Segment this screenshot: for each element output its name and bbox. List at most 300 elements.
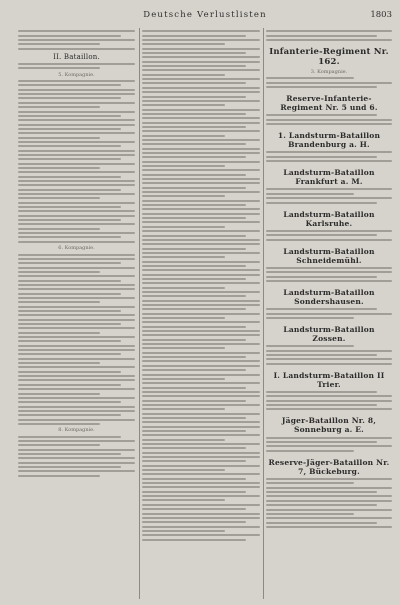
text-block <box>266 30 392 41</box>
text-line <box>142 382 260 384</box>
text-line <box>18 106 100 108</box>
text-line <box>142 130 260 132</box>
text-line <box>18 215 135 217</box>
text-block <box>18 30 135 49</box>
text-line <box>142 221 260 223</box>
text-line <box>18 444 100 446</box>
text-block <box>18 436 135 477</box>
text-line <box>142 204 246 206</box>
text-line <box>266 363 392 365</box>
text-line <box>18 63 135 65</box>
text-line <box>142 317 225 319</box>
text-line <box>266 445 392 447</box>
text-line <box>18 340 121 342</box>
text-line <box>266 280 392 282</box>
text-line <box>18 301 100 303</box>
text-line <box>266 509 392 511</box>
text-line <box>18 297 135 299</box>
text-block <box>18 254 135 425</box>
text-line <box>18 254 135 256</box>
text-line <box>18 89 135 91</box>
text-line <box>142 356 246 358</box>
subsection-heading: 6. Kompagnie. <box>58 245 95 252</box>
text-line <box>18 158 121 160</box>
text-line <box>18 280 121 282</box>
text-line <box>18 102 135 104</box>
text-line <box>18 314 135 316</box>
text-block <box>266 308 392 319</box>
text-line <box>142 165 225 167</box>
text-line <box>142 39 260 41</box>
text-line <box>266 354 377 356</box>
text-line <box>18 336 135 338</box>
text-line <box>142 504 260 506</box>
text-line <box>142 539 246 541</box>
text-line <box>18 388 135 390</box>
text-line <box>142 48 260 50</box>
text-line <box>142 417 246 419</box>
text-block <box>18 80 135 243</box>
text-block <box>266 478 392 528</box>
text-line <box>142 82 246 84</box>
text-line <box>18 384 121 386</box>
text-line <box>142 217 246 219</box>
text-line <box>142 495 260 497</box>
text-line <box>142 213 260 215</box>
text-line <box>142 430 246 432</box>
text-line <box>142 439 225 441</box>
text-line <box>142 482 260 484</box>
text-line <box>142 421 260 423</box>
text-line <box>266 478 392 480</box>
text-line <box>18 358 135 360</box>
section-heading: Reserve-Jäger-Bataillon Nr. 7, Bückeburg. <box>268 457 390 476</box>
text-line <box>142 447 246 449</box>
text-line <box>18 353 121 355</box>
text-line <box>142 143 246 145</box>
text-line <box>266 202 377 204</box>
text-line <box>18 419 135 421</box>
text-line <box>266 151 392 153</box>
text-line <box>142 513 260 515</box>
text-line <box>266 404 377 406</box>
text-line <box>18 410 135 412</box>
text-line <box>142 486 260 488</box>
text-line <box>142 96 246 98</box>
section-heading: II. Bataillon. <box>53 52 100 61</box>
text-line <box>18 271 100 273</box>
text-line <box>142 265 246 267</box>
text-line <box>142 413 260 415</box>
subsection-heading: 3. Kompagnie. <box>310 69 348 76</box>
text-line <box>142 100 260 102</box>
column-divider <box>263 28 264 599</box>
text-line <box>142 308 246 310</box>
text-line <box>18 163 135 165</box>
text-line <box>18 84 121 86</box>
text-line <box>142 321 260 323</box>
section-heading: Infanterie-Regiment Nr. 162. <box>269 47 389 68</box>
text-line <box>142 295 246 297</box>
text-line <box>142 521 246 523</box>
text-line <box>18 228 100 230</box>
text-line <box>18 184 135 186</box>
text-line <box>142 452 260 454</box>
text-line <box>18 128 121 130</box>
text-block <box>266 437 392 452</box>
text-line <box>18 241 135 243</box>
text-line <box>18 137 100 139</box>
text-line <box>18 93 135 95</box>
text-block <box>266 391 392 410</box>
text-line <box>266 504 377 506</box>
text-line <box>142 226 225 228</box>
text-line <box>18 323 121 325</box>
text-line <box>142 126 246 128</box>
text-line <box>18 349 135 351</box>
text-line <box>142 282 260 284</box>
text-line <box>142 300 260 302</box>
text-line <box>18 210 135 212</box>
text-line <box>142 304 260 306</box>
text-line <box>266 308 377 310</box>
text-line <box>18 414 121 416</box>
text-line <box>18 267 135 269</box>
text-line <box>142 252 260 254</box>
text-line <box>18 362 100 364</box>
text-line <box>142 182 260 184</box>
text-line <box>266 358 392 360</box>
section-heading: Landsturm-Bataillon Frankfurt a. M. <box>283 168 375 187</box>
text-line <box>142 387 246 389</box>
text-line <box>142 491 246 493</box>
text-line <box>18 466 121 468</box>
column-1 <box>18 28 135 599</box>
subsection-heading: 5. Kompagnie. <box>58 71 95 78</box>
text-line <box>266 395 392 397</box>
text-line <box>18 97 121 99</box>
text-line <box>142 291 260 293</box>
text-line <box>142 343 260 345</box>
text-line <box>266 522 377 524</box>
text-line <box>266 437 392 439</box>
text-line <box>18 132 135 134</box>
text-line <box>142 139 260 141</box>
text-line <box>142 508 246 510</box>
text-line <box>142 426 260 428</box>
text-line <box>266 193 354 195</box>
text-line <box>142 391 260 393</box>
text-line <box>18 48 135 50</box>
text-line <box>266 86 377 88</box>
text-line <box>266 345 354 347</box>
text-line <box>142 526 260 528</box>
text-line <box>142 408 225 410</box>
text-line <box>18 327 135 329</box>
text-line <box>142 61 260 63</box>
text-line <box>266 39 392 41</box>
text-line <box>18 310 121 312</box>
text-block <box>266 114 392 125</box>
text-line <box>142 517 260 519</box>
text-line <box>266 487 392 489</box>
text-block <box>266 230 392 241</box>
text-block <box>266 345 392 364</box>
text-line <box>266 313 392 315</box>
text-line <box>18 39 135 41</box>
text-line <box>142 313 260 315</box>
text-line <box>142 434 260 436</box>
text-line <box>18 67 100 69</box>
text-line <box>142 187 246 189</box>
text-line <box>142 378 225 380</box>
text-line <box>18 375 135 377</box>
text-line <box>18 406 135 408</box>
text-line <box>266 400 392 402</box>
text-line <box>142 347 225 349</box>
text-line <box>266 450 354 452</box>
text-line <box>18 423 100 425</box>
text-line <box>18 332 100 334</box>
text-line <box>142 360 260 362</box>
text-line <box>18 393 100 395</box>
section-heading: Reserve-Infanterie-Regiment Nr. 5 und 6. <box>280 94 378 113</box>
text-line <box>142 56 260 58</box>
text-line <box>18 80 135 82</box>
text-block <box>142 30 260 540</box>
text-line <box>142 287 225 289</box>
text-line <box>142 278 246 280</box>
text-block <box>18 63 135 69</box>
text-line <box>266 234 377 236</box>
text-line <box>142 35 246 37</box>
text-line <box>266 350 392 352</box>
text-line <box>142 104 225 106</box>
text-line <box>266 500 392 502</box>
text-line <box>266 271 392 273</box>
text-line <box>142 248 246 250</box>
text-line <box>142 404 260 406</box>
text-line <box>142 52 246 54</box>
text-line <box>18 141 135 143</box>
text-line <box>142 269 260 271</box>
section-heading: Jäger-Bataillon Nr. 8, Sonneburg a. E. <box>281 416 377 435</box>
text-line <box>18 275 135 277</box>
text-line <box>142 469 225 471</box>
text-line <box>18 223 135 225</box>
text-line <box>266 123 392 125</box>
section-heading: Landsturm-Bataillon Karlsruhe. <box>283 209 375 228</box>
text-line <box>142 230 260 232</box>
section-heading: I. Landsturm-Bataillon II Trier. <box>273 370 385 389</box>
text-line <box>142 156 246 158</box>
page-header <box>18 10 392 24</box>
text-line <box>142 274 260 276</box>
text-line <box>266 513 354 515</box>
text-line <box>142 69 260 71</box>
text-line <box>18 258 135 260</box>
text-line <box>18 154 135 156</box>
text-line <box>18 397 135 399</box>
text-line <box>142 534 260 536</box>
text-line <box>266 391 377 393</box>
text-line <box>266 197 392 199</box>
column-2 <box>142 28 260 599</box>
text-line <box>18 284 135 286</box>
text-line <box>142 460 246 462</box>
text-line <box>142 456 260 458</box>
text-line <box>142 400 246 402</box>
text-line <box>266 82 392 84</box>
text-line <box>142 200 260 202</box>
text-line <box>18 171 135 173</box>
page-title: Deutsche Verlustlisten <box>143 10 267 20</box>
text-line <box>142 395 260 397</box>
text-line <box>18 236 121 238</box>
text-line <box>142 43 225 45</box>
text-line <box>18 111 135 113</box>
text-line <box>266 491 377 493</box>
text-line <box>142 465 260 467</box>
text-line <box>142 473 260 475</box>
text-line <box>142 122 260 124</box>
text-block <box>266 151 392 162</box>
text-line <box>266 239 392 241</box>
text-line <box>142 208 260 210</box>
text-line <box>18 119 135 121</box>
text-line <box>18 345 135 347</box>
text-line <box>142 330 260 332</box>
text-line <box>18 232 135 234</box>
text-line <box>142 235 246 237</box>
column-3 <box>266 28 392 599</box>
text-line <box>266 30 392 32</box>
text-line <box>266 156 377 158</box>
text-line <box>266 267 392 269</box>
text-line <box>18 319 135 321</box>
text-block <box>266 188 392 203</box>
text-line <box>142 334 260 336</box>
text-line <box>266 77 354 79</box>
text-block <box>266 77 392 88</box>
text-line <box>18 124 135 126</box>
text-line <box>142 374 260 376</box>
text-line <box>18 115 121 117</box>
text-line <box>18 30 135 32</box>
text-line <box>142 369 246 371</box>
text-line <box>18 436 121 438</box>
text-line <box>142 30 260 32</box>
text-line <box>142 243 260 245</box>
text-line <box>142 117 260 119</box>
text-line <box>142 78 260 80</box>
text-line <box>142 65 246 67</box>
text-line <box>18 449 135 451</box>
text-line <box>266 482 354 484</box>
text-line <box>18 176 121 178</box>
text-line <box>18 401 121 403</box>
text-line <box>266 317 354 319</box>
section-heading: Landsturm-Bataillon Sondershausen. <box>283 287 375 306</box>
text-line <box>18 440 135 442</box>
text-line <box>18 462 135 464</box>
text-line <box>142 109 260 111</box>
text-line <box>18 457 135 459</box>
text-line <box>18 167 100 169</box>
text-line <box>18 219 121 221</box>
text-line <box>142 74 225 76</box>
text-line <box>18 306 135 308</box>
text-line <box>142 191 260 193</box>
text-line <box>18 43 100 45</box>
text-line <box>18 453 121 455</box>
text-line <box>142 239 260 241</box>
text-line <box>142 530 225 532</box>
text-line <box>18 189 121 191</box>
text-line <box>142 326 246 328</box>
text-line <box>142 256 225 258</box>
text-line <box>18 193 135 195</box>
text-line <box>266 160 392 162</box>
text-line <box>142 148 260 150</box>
text-line <box>142 352 260 354</box>
text-line <box>266 114 377 116</box>
text-line <box>142 178 260 180</box>
text-line <box>266 517 392 519</box>
text-line <box>18 206 121 208</box>
text-line <box>18 288 135 290</box>
text-line <box>18 293 121 295</box>
text-line <box>18 379 135 381</box>
text-line <box>266 526 392 528</box>
text-line <box>18 470 135 472</box>
text-line <box>142 91 260 93</box>
text-block <box>266 267 392 282</box>
text-line <box>266 188 392 190</box>
text-line <box>18 202 135 204</box>
subsection-heading: 8. Kompagnie. <box>58 427 95 434</box>
text-line <box>18 180 135 182</box>
text-line <box>142 478 246 480</box>
text-line <box>142 174 246 176</box>
column-divider <box>139 28 140 599</box>
text-line <box>18 262 121 264</box>
text-line <box>142 195 225 197</box>
text-line <box>142 113 246 115</box>
text-line <box>266 408 392 410</box>
text-line <box>18 150 135 152</box>
page-number: 1803 <box>370 10 392 20</box>
text-line <box>142 135 225 137</box>
text-line <box>266 276 377 278</box>
text-line <box>18 35 121 37</box>
text-line <box>142 499 225 501</box>
text-line <box>266 230 392 232</box>
text-line <box>142 152 260 154</box>
text-line <box>142 261 260 263</box>
text-line <box>142 169 260 171</box>
text-line <box>18 145 121 147</box>
text-line <box>142 87 260 89</box>
text-line <box>18 366 135 368</box>
text-line <box>142 365 260 367</box>
section-heading: Landsturm-Bataillon Schneidemühl. <box>283 246 375 265</box>
text-line <box>142 161 260 163</box>
text-line <box>142 443 260 445</box>
text-line <box>18 371 121 373</box>
text-line <box>266 35 377 37</box>
text-line <box>18 475 100 477</box>
